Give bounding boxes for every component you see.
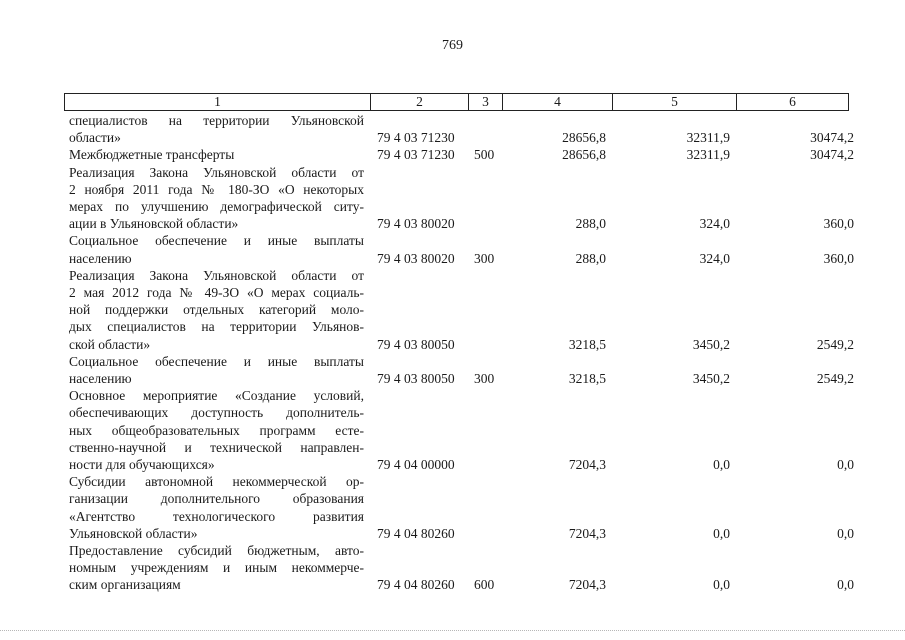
row-expense-type: 300 — [474, 371, 495, 387]
row-value-col5: 32311,9 — [686, 147, 730, 163]
row-description — [64, 473, 364, 542]
column-header-6: 6 — [737, 94, 849, 111]
table-row — [64, 387, 854, 473]
row-description — [64, 542, 364, 594]
description-line: Социальное обеспечение и иные выплаты — [69, 353, 364, 369]
description-line: Реализация Закона Ульяновской области от — [69, 164, 364, 180]
description-line: Ульяновской области» — [69, 525, 198, 541]
row-code: 79 4 04 00000 — [377, 457, 455, 473]
row-description — [64, 267, 364, 353]
budget-table-body — [64, 112, 854, 594]
row-description — [64, 387, 364, 473]
page-number: 769 — [442, 38, 463, 53]
row-value-col4: 7204,3 — [568, 577, 606, 593]
row-value-col6: 30474,2 — [810, 130, 854, 146]
row-value-col4: 3218,5 — [568, 336, 606, 352]
row-value-col4: 7204,3 — [568, 457, 606, 473]
row-expense-type: 300 — [474, 250, 495, 266]
column-header-row — [64, 93, 849, 111]
description-line: области» — [69, 130, 121, 146]
row-code: 79 4 03 71230 — [377, 130, 455, 146]
row-value-col4: 28656,8 — [562, 147, 606, 163]
description-line: населению — [69, 371, 132, 387]
row-code: 79 4 03 80020 — [377, 250, 455, 266]
description-line: ации в Ульяновской области» — [69, 216, 239, 232]
column-header-5: 5 — [613, 94, 737, 111]
row-value-col5: 0,0 — [713, 457, 730, 473]
table-row — [64, 542, 854, 594]
row-code: 79 4 04 80260 — [377, 525, 455, 541]
description-line: ных общеобразовательных программ есте- — [69, 422, 364, 438]
description-line: ганизации дополнительного образования — [69, 491, 364, 507]
row-value-col6: 360,0 — [823, 216, 854, 232]
description-line: ной поддержки отдельных категорий моло- — [69, 302, 364, 318]
scan-edge-artifact — [0, 630, 905, 635]
description-line: обеспечивающих доступность дополнитель- — [69, 405, 364, 421]
column-header-4: 4 — [503, 94, 613, 111]
table-row — [64, 473, 854, 542]
row-value-col4: 288,0 — [575, 216, 606, 232]
row-value-col5: 0,0 — [713, 577, 730, 593]
description-line: Субсидии автономной некоммерческой ор- — [69, 474, 364, 490]
row-value-col6: 30474,2 — [810, 147, 854, 163]
description-line: «Агентство технологического развития — [69, 508, 364, 524]
description-line: мерах по улучшению демографической ситу- — [69, 199, 364, 215]
row-value-col6: 2549,2 — [816, 371, 854, 387]
row-code: 79 4 04 80260 — [377, 577, 455, 593]
description-line: Предоставление субсидий бюджетным, авто- — [69, 543, 364, 559]
description-line: ским организациям — [69, 577, 181, 593]
description-line: ской области» — [69, 336, 151, 352]
row-code: 79 4 03 80050 — [377, 336, 455, 352]
row-value-col5: 3450,2 — [692, 336, 730, 352]
row-value-col6: 0,0 — [837, 577, 854, 593]
description-line: дых специалистов на территории Ульянов- — [69, 319, 364, 335]
row-description — [64, 112, 364, 146]
table-row — [64, 146, 854, 163]
row-value-col5: 0,0 — [713, 525, 730, 541]
row-value-col6: 360,0 — [823, 250, 854, 266]
row-expense-type: 600 — [474, 577, 495, 593]
description-line: Межбюджетные трансферты — [69, 147, 235, 163]
description-line: Реализация Закона Ульяновской области от — [69, 267, 364, 283]
row-value-col6: 0,0 — [837, 525, 854, 541]
row-expense-type: 500 — [474, 147, 495, 163]
table-row — [64, 353, 854, 387]
row-value-col5: 324,0 — [699, 216, 730, 232]
row-value-col4: 28656,8 — [562, 130, 606, 146]
row-value-col6: 0,0 — [837, 457, 854, 473]
description-line: ственно-научной и технической направлен- — [69, 439, 364, 455]
column-header-2: 2 — [371, 94, 469, 111]
table-row — [64, 232, 854, 266]
row-value-col4: 288,0 — [575, 250, 606, 266]
column-header-3: 3 — [469, 94, 503, 111]
column-header-1: 1 — [65, 94, 371, 111]
row-value-col5: 324,0 — [699, 250, 730, 266]
description-line: Основное мероприятие «Создание условий, — [69, 388, 364, 404]
table-row — [64, 267, 854, 353]
row-value-col4: 7204,3 — [568, 525, 606, 541]
row-code: 79 4 03 71230 — [377, 147, 455, 163]
row-value-col4: 3218,5 — [568, 371, 606, 387]
row-value-col5: 32311,9 — [686, 130, 730, 146]
row-value-col5: 3450,2 — [692, 371, 730, 387]
row-description — [64, 353, 364, 387]
description-line: номным учреждениям и иным некоммерче- — [69, 560, 364, 576]
table-row — [64, 112, 854, 146]
row-description — [64, 164, 364, 233]
description-line: 2 мая 2012 года № 49-ЗО «О мерах социаль- — [69, 285, 364, 301]
row-code: 79 4 03 80050 — [377, 371, 455, 387]
description-line: Социальное обеспечение и иные выплаты — [69, 233, 364, 249]
description-line: специалистов на территории Ульяновской — [69, 113, 364, 128]
description-line: населению — [69, 250, 132, 266]
table-row — [64, 164, 854, 233]
row-description — [64, 232, 364, 266]
description-line: ности для обучающихся» — [69, 457, 215, 473]
row-value-col6: 2549,2 — [816, 336, 854, 352]
row-code: 79 4 03 80020 — [377, 216, 455, 232]
description-line: 2 ноября 2011 года № 180-ЗО «О некоторых — [69, 181, 364, 197]
row-description — [64, 146, 364, 163]
